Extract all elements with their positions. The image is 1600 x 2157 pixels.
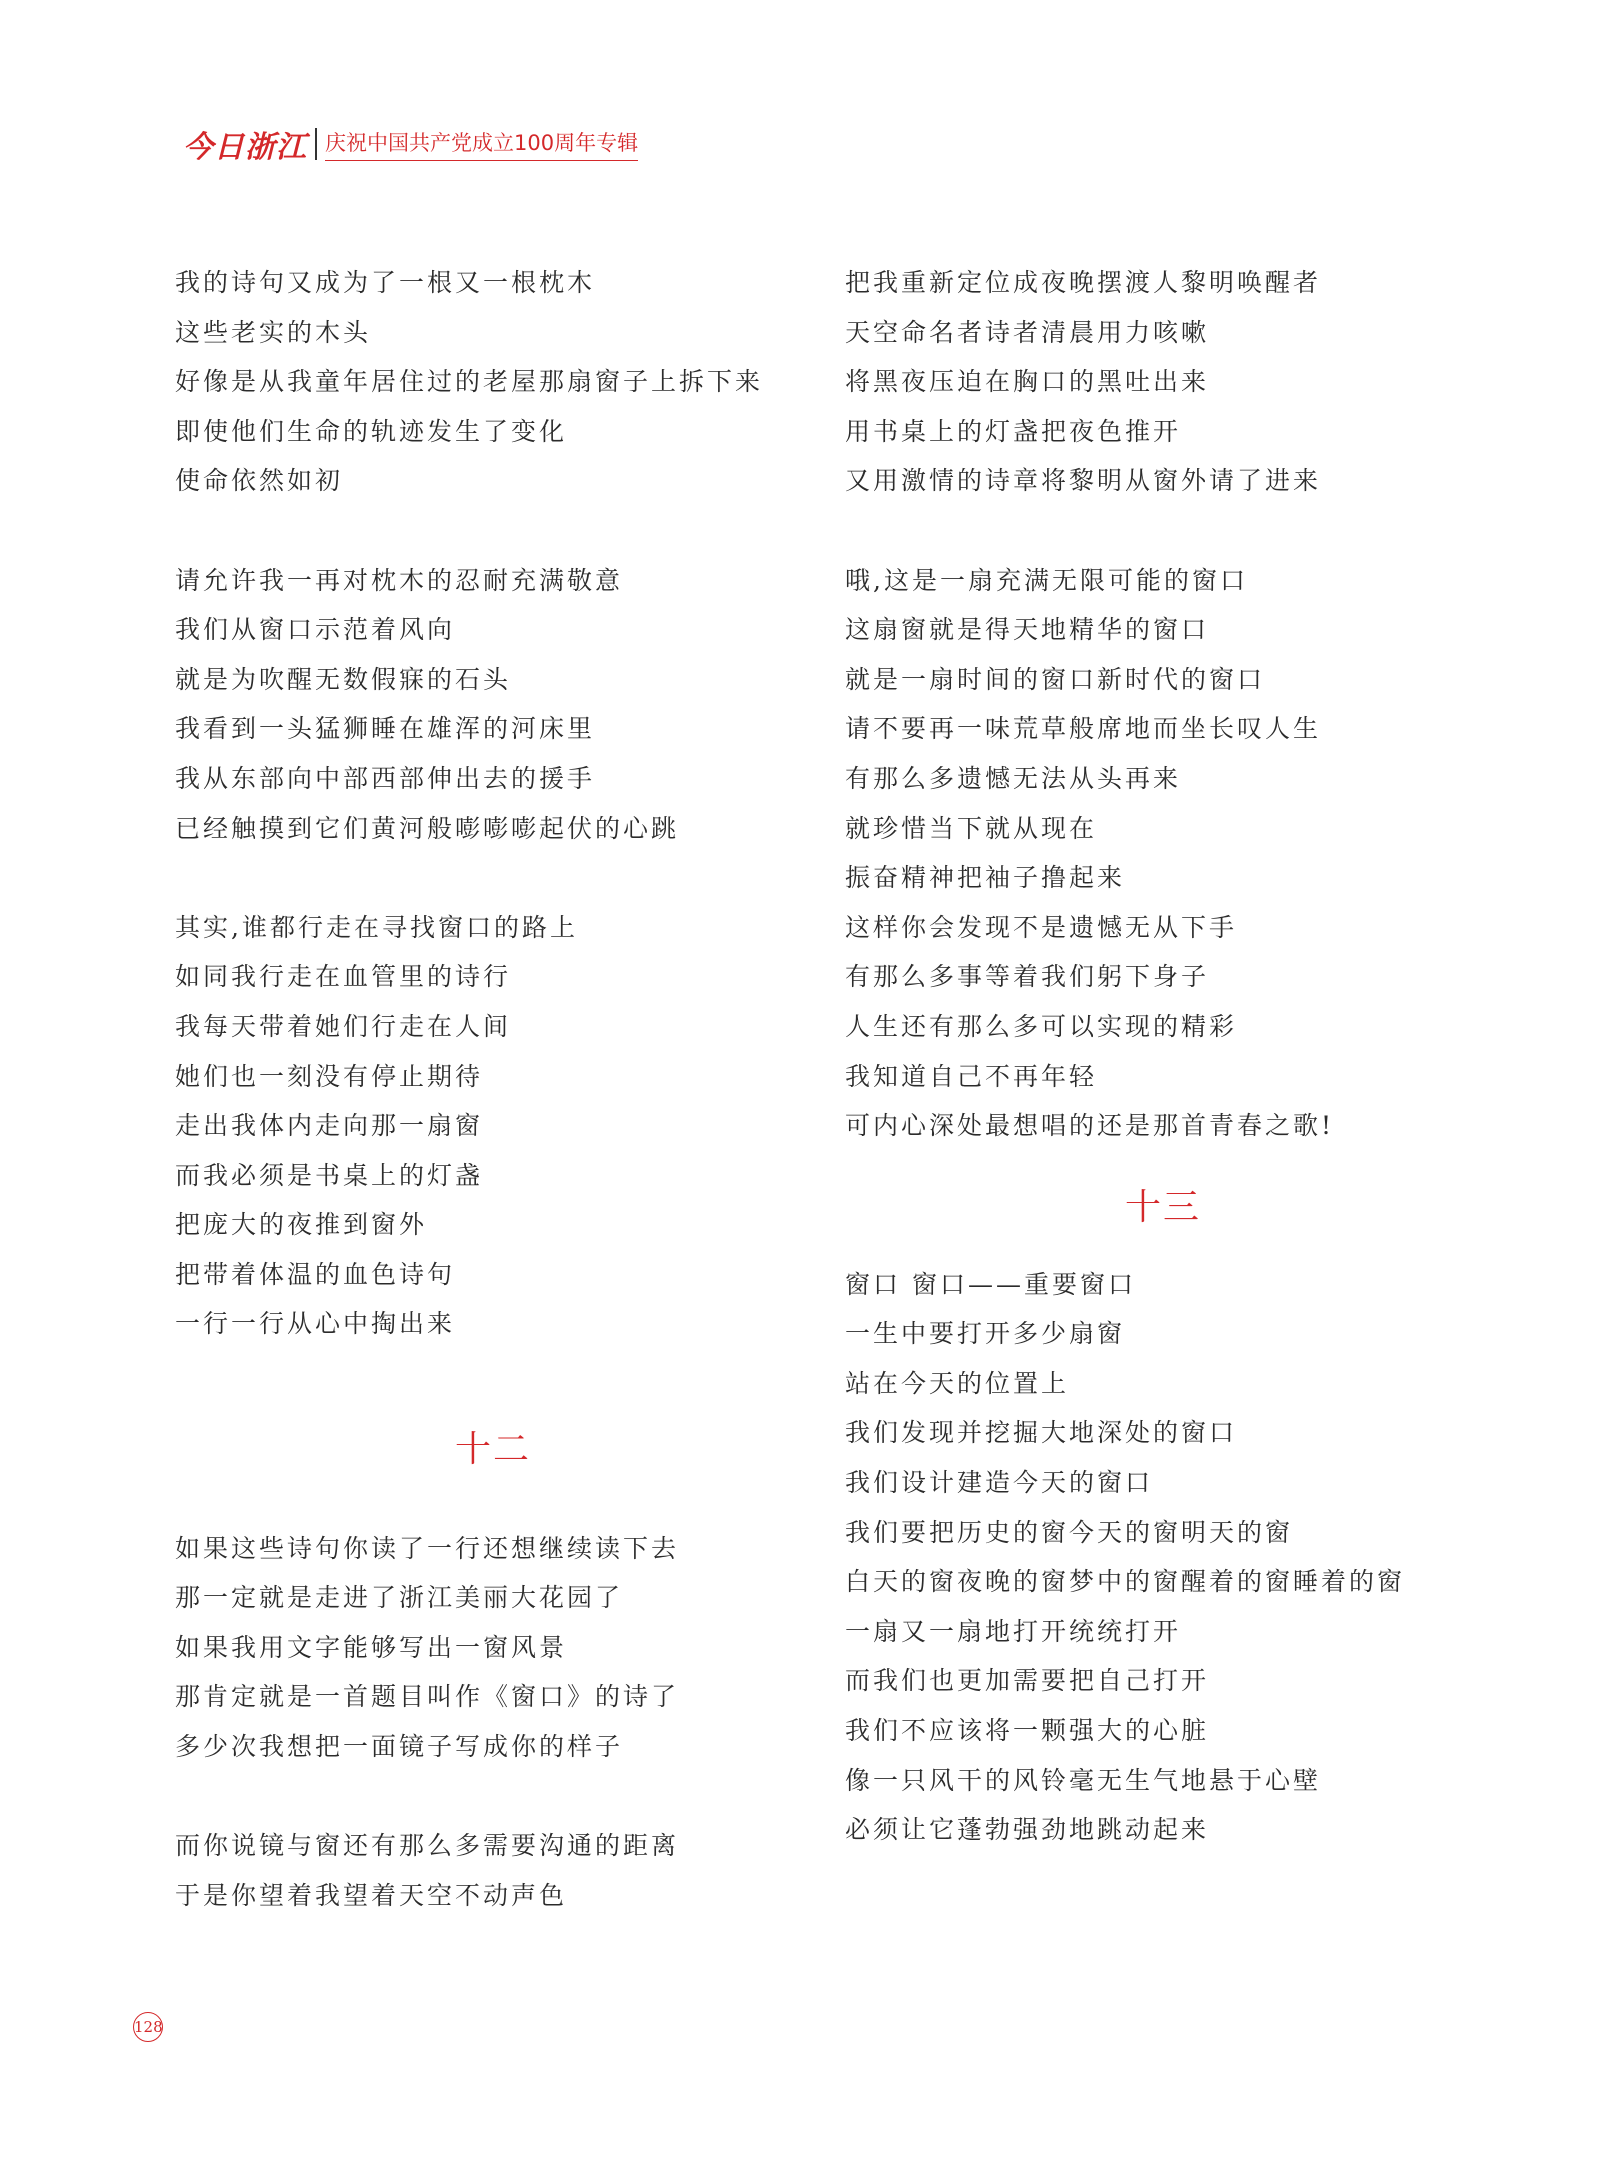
poem-line: 天空命名者诗者清晨用力咳嗽	[845, 317, 1210, 347]
right-column	[845, 258, 1545, 1855]
poem-line: 请不要再一味荒草般席地而坐长叹人生	[845, 714, 1322, 744]
stanza-gap	[175, 506, 875, 556]
poem-line: 而我必须是书桌上的灯盏	[175, 1160, 484, 1190]
poem-line: 我们不应该将一颗强大的心脏	[845, 1716, 1210, 1746]
poem-line: 而你说镜与窗还有那么多需要沟通的距离	[175, 1831, 680, 1861]
stanza-gap	[175, 1772, 875, 1822]
poem-line: 我们发现并挖掘大地深处的窗口	[845, 1418, 1238, 1448]
poem-line: 窗口 窗口——重要窗口	[845, 1269, 1136, 1299]
section-heading: 十二	[455, 1428, 532, 1470]
poem-line: 把我重新定位成夜晚摆渡人黎明唤醒者	[845, 268, 1322, 297]
poem-line: 这样你会发现不是遗憾无从下手	[845, 912, 1238, 942]
poem-line: 而我们也更加需要把自己打开	[845, 1666, 1210, 1696]
poem-line: 我看到一头猛狮睡在雄浑的河床里	[175, 714, 596, 744]
poem-line: 一生中要打开多少扇窗	[845, 1319, 1126, 1349]
poem-line: 多少次我想把一面镜子写成你的样子	[175, 1732, 624, 1762]
poem-line: 振奋精神把袖子撸起来	[845, 863, 1126, 893]
poem-line: 一扇又一扇地打开统统打开	[845, 1616, 1182, 1646]
stanza	[845, 556, 1545, 1151]
poem-line: 如同我行走在血管里的诗行	[175, 962, 512, 992]
header-title: 庆祝中国共产党成立100周年专辑	[325, 127, 638, 161]
poem-line: 她们也一刻没有停止期待	[175, 1061, 484, 1091]
poem-line: 好像是从我童年居住过的老屋那扇窗子上拆下来	[175, 367, 764, 397]
poem-line: 已经触摸到它们黄河般嘭嘭嘭起伏的心跳	[175, 813, 680, 843]
poem-line: 有那么多事等着我们躬下身子	[845, 962, 1210, 992]
stanza-gap	[175, 1500, 875, 1524]
poem-line: 必须让它蓬勃强劲地跳动起来	[845, 1815, 1210, 1845]
page-number: 128	[133, 2012, 163, 2042]
poem-line: 我从东部向中部西部伸出去的援手	[175, 763, 596, 793]
stanza	[175, 1524, 875, 1772]
poem-line: 其实,谁都行走在寻找窗口的路上	[175, 912, 578, 942]
left-column	[175, 258, 875, 1920]
poem-line: 一行一行从心中掏出来	[175, 1309, 456, 1339]
magazine-logo: 今日浙江	[183, 130, 307, 165]
stanza-gap	[175, 853, 875, 903]
poem-line: 我们要把历史的窗今天的窗明天的窗	[845, 1517, 1294, 1547]
stanza-gap	[175, 1349, 875, 1399]
poem-line: 走出我体内走向那一扇窗	[175, 1111, 484, 1141]
poem-line: 又用激情的诗章将黎明从窗外请了进来	[845, 466, 1322, 496]
poem-line: 就是为吹醒无数假寐的石头	[175, 664, 512, 694]
poem-line: 就是一扇时间的窗口新时代的窗口	[845, 664, 1266, 694]
header-divider	[315, 128, 317, 160]
poem-line: 请允许我一再对枕木的忍耐充满敬意	[175, 565, 624, 595]
page-header	[183, 122, 638, 166]
poem-line: 使命依然如初	[175, 466, 344, 496]
poem-line: 如果我用文字能够写出一窗风景	[175, 1632, 568, 1662]
poem-line: 就珍惜当下就从现在	[845, 813, 1098, 843]
poem-line: 如果这些诗句你读了一行还想继续读下去	[175, 1533, 680, 1563]
stanza	[845, 1260, 1545, 1855]
poem-line: 把带着体温的血色诗句	[175, 1259, 456, 1289]
poem-line: 用书桌上的灯盏把夜色推开	[845, 416, 1182, 446]
poem-line: 有那么多遗憾无法从头再来	[845, 763, 1182, 793]
poem-line: 可内心深处最想唱的还是那首青春之歌!	[845, 1111, 1335, 1141]
poem-line: 这扇窗就是得天地精华的窗口	[845, 615, 1210, 645]
stanza	[175, 903, 875, 1349]
stanza-gap	[845, 506, 1545, 556]
poem-line: 我们从窗口示范着风向	[175, 615, 456, 645]
poem-line: 我的诗句又成为了一根又一根枕木	[175, 268, 596, 297]
stanza	[175, 1821, 875, 1920]
poem-line: 那一定就是走进了浙江美丽大花园了	[175, 1583, 624, 1613]
poem-line: 那肯定就是一首题目叫作《窗口》的诗了	[175, 1682, 680, 1712]
poem-line: 我每天带着她们行走在人间	[175, 1011, 512, 1041]
poem-line: 白天的窗夜晚的窗梦中的窗醒着的窗睡着的窗	[845, 1567, 1406, 1597]
stanza	[175, 556, 875, 854]
stanza	[175, 258, 875, 506]
stanza	[845, 258, 1545, 506]
poem-line: 人生还有那么多可以实现的精彩	[845, 1011, 1238, 1041]
poem-line: 哦,这是一扇充满无限可能的窗口	[845, 565, 1248, 595]
poem-line: 我们设计建造今天的窗口	[845, 1468, 1154, 1498]
poem-line: 将黑夜压迫在胸口的黑吐出来	[845, 367, 1210, 397]
poem-line: 我知道自己不再年轻	[845, 1061, 1098, 1091]
poem-line: 站在今天的位置上	[845, 1368, 1070, 1398]
section-heading: 十三	[1125, 1186, 1202, 1228]
poem-line: 即使他们生命的轨迹发生了变化	[175, 416, 568, 446]
poem-line: 把庞大的夜推到窗外	[175, 1210, 428, 1240]
poem-line: 这些老实的木头	[175, 317, 372, 347]
poem-line: 像一只风干的风铃毫无生气地悬于心壁	[845, 1765, 1322, 1795]
poem-line: 于是你望着我望着天空不动声色	[175, 1880, 568, 1910]
